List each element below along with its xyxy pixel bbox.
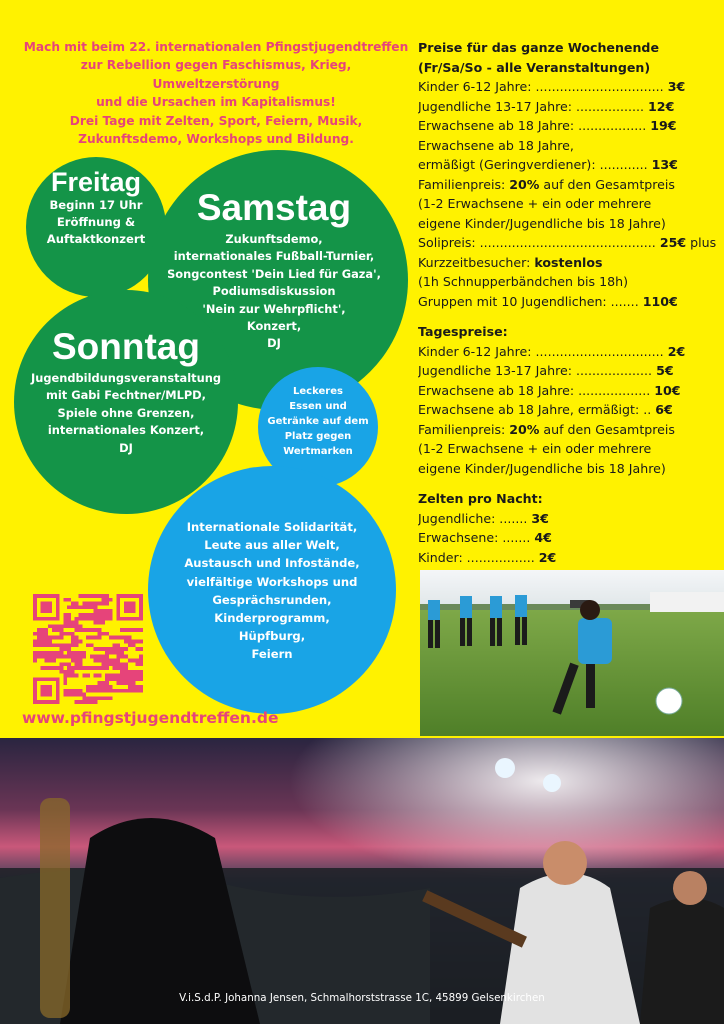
price-label: Erwachsene: ....... <box>418 530 531 545</box>
price-value: 4€ <box>534 530 552 545</box>
price-label: auf den Gesamtpreis <box>539 421 675 437</box>
price-value: 3€ <box>531 510 549 526</box>
price-label: Gruppen mit 10 Jugendlichen: ....... <box>418 293 639 309</box>
food-line: Essen und <box>289 401 347 412</box>
freitag-line: Eröffnung & <box>56 215 136 229</box>
price-row <box>418 253 718 273</box>
price-note: (1-2 Erwachsene + ein oder mehrere <box>418 196 652 211</box>
price-label: Erwachsene ab 18 Jahre: ................. <box>418 118 647 133</box>
price-label: plus <box>686 235 717 250</box>
price-value: 12€ <box>648 98 675 114</box>
price-value: 110€ <box>642 293 678 309</box>
intro-text <box>22 38 410 148</box>
weekend-subheading: (Fr/Sa/So - alle Veranstaltungen) <box>418 59 651 75</box>
samstag-line: Songcontest 'Dein Lied für Gaza', <box>167 266 381 281</box>
price-label: Kinder: ................. <box>418 549 535 565</box>
concert-photo <box>0 738 724 1024</box>
price-row <box>418 155 718 175</box>
solidarity-line: Leute aus aller Welt, <box>204 538 340 553</box>
price-label: Jugendliche: ....... <box>418 510 528 526</box>
price-row <box>418 381 718 401</box>
price-label: Kurzzeitbesucher: <box>418 254 535 270</box>
solidarity-line: Gesprächsrunden, <box>212 592 332 607</box>
sonntag-line: Spiele ohne Grenzen, <box>57 405 195 420</box>
price-row <box>418 175 718 195</box>
freitag-line: Auftaktkonzert <box>46 232 146 246</box>
food-line: Wertmarken <box>283 446 353 457</box>
price-label: Jugendliche 13-17 Jahre: ................. <box>418 98 645 114</box>
price-value: 25€ <box>659 235 687 250</box>
price-value: 19€ <box>650 118 677 133</box>
price-value: 2€ <box>667 343 686 359</box>
price-value: kostenlos <box>534 254 603 270</box>
price-value: 20% <box>509 176 540 192</box>
price-label: Erwachsene ab 18 Jahre: .................. <box>418 382 651 398</box>
solidarity-line: Internationale Solidarität, <box>186 520 358 534</box>
sonntag-line: mit Gabi Fechtner/MLPD, <box>46 388 206 403</box>
solidarity-line: vielfältige Workshops und <box>186 574 358 589</box>
solidarity-line: Hüpfburg, <box>238 629 306 644</box>
price-row <box>418 528 718 548</box>
samstag-line: Podiumsdiskussion <box>212 284 336 299</box>
price-value: 3€ <box>667 79 686 94</box>
solidarity-line: Feiern <box>251 647 293 662</box>
food-line: Leckeres <box>293 386 343 397</box>
intro-line: Mach mit beim 22. internationalen Pfingstjugendtreffen <box>23 40 409 54</box>
price-row <box>418 97 718 117</box>
price-row <box>418 292 718 312</box>
price-label: auf den Gesamtpreis <box>539 176 675 192</box>
samstag-line: 'Nein zur Wehrpflicht', <box>202 301 346 316</box>
food-line: Platz gegen <box>284 431 352 442</box>
price-label: Kinder 6-12 Jahre: ................................ <box>418 343 664 359</box>
price-note: eigene Kinder/Jugendliche bis 18 Jahre) <box>418 215 666 231</box>
sonntag-body <box>18 370 234 457</box>
freitag-body <box>30 197 162 248</box>
price-row <box>418 233 718 253</box>
price-text: Erwachsene ab 18 Jahre, <box>418 137 574 153</box>
sonntag-title: Sonntag <box>52 326 200 367</box>
freitag-line: Beginn 17 Uhr <box>49 198 143 212</box>
soccer-photo <box>420 570 724 736</box>
price-label: Solipreis: ............................................ <box>418 235 656 250</box>
price-row <box>418 361 718 381</box>
intro-line: Zukunftsdemo, Workshops und Bildung. <box>78 132 354 147</box>
tent-heading: Zelten pro Nacht: <box>418 491 543 506</box>
price-value: 13€ <box>651 157 678 172</box>
price-label: Erwachsene ab 18 Jahre, ermäßigt: .. <box>418 402 652 417</box>
price-label: Jugendliche 13-17 Jahre: ................... <box>418 363 653 378</box>
sonntag-line: DJ <box>119 440 133 455</box>
price-label: Kinder 6-12 Jahre: ................................ <box>418 79 664 94</box>
solidarity-line: Kinderprogramm, <box>214 611 330 626</box>
qr-code-icon[interactable] <box>30 594 146 704</box>
day-heading: Tagespreise: <box>418 324 508 339</box>
price-row <box>418 400 718 420</box>
price-value: 20% <box>509 421 540 437</box>
price-value: 10€ <box>654 382 681 398</box>
food-block <box>262 384 374 459</box>
price-row <box>418 116 718 136</box>
food-line: Getränke auf dem <box>267 416 369 427</box>
price-label: ermäßigt (Geringverdiener): ............ <box>418 157 648 172</box>
samstag-title: Samstag <box>196 187 352 228</box>
price-row <box>418 548 718 568</box>
samstag-line: Konzert, <box>246 319 302 334</box>
intro-line: zur Rebellion gegen Faschismus, Krieg, Umweltzerstörung <box>80 58 352 91</box>
price-note: (1-2 Erwachsene + ein oder mehrere <box>418 441 652 456</box>
imprint-text: V.i.S.d.P. Johanna Jensen, Schmalhorststrasse 1C, 45899 Gelsenkirchen <box>179 992 545 1004</box>
freitag-title: Freitag <box>50 167 142 197</box>
price-row <box>418 509 718 529</box>
intro-line: Drei Tage mit Zelten, Sport, Feiern, Musik, <box>69 113 363 128</box>
price-value: 6€ <box>655 402 673 417</box>
price-value: 2€ <box>538 549 557 565</box>
samstag-line: Zukunftsdemo, <box>225 232 323 246</box>
sonntag-line: Jugendbildungsveranstaltung <box>31 371 221 385</box>
price-label: Familienpreis: <box>418 176 510 192</box>
sonntag-block <box>18 326 234 457</box>
price-row <box>418 420 718 440</box>
weekend-heading: Preise für das ganze Wochenende <box>418 40 659 55</box>
price-note: (1h Schnupperbändchen bis 18h) <box>418 274 628 289</box>
price-row <box>418 77 718 97</box>
price-label: Familienpreis: <box>418 421 510 437</box>
samstag-line: DJ <box>267 336 281 351</box>
solidarity-block <box>160 518 384 664</box>
price-note: eigene Kinder/Jugendliche bis 18 Jahre) <box>418 460 666 476</box>
sonntag-line: internationales Konzert, <box>47 423 205 438</box>
price-value: 5€ <box>656 363 674 378</box>
website-link[interactable]: www.pfingstjugendtreffen.de <box>22 709 279 727</box>
price-list <box>418 38 718 567</box>
samstag-line: internationales Fußball-Turnier, <box>173 249 375 264</box>
freitag-block <box>30 167 162 248</box>
intro-line: und die Ursachen im Kapitalismus! <box>96 95 336 110</box>
solidarity-line: Austausch und Infostände, <box>184 556 360 571</box>
price-row <box>418 342 718 362</box>
